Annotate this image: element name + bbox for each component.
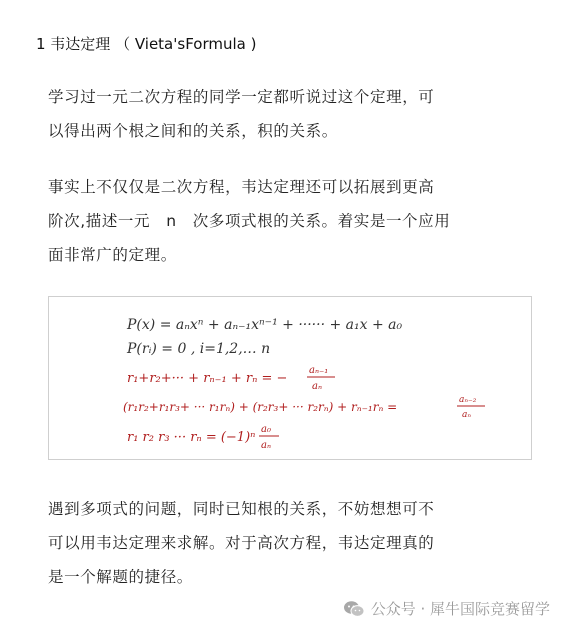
watermark-text: 公众号 · 犀牛国际竞赛留学 — [370, 600, 550, 618]
formula-line-4: (r₁r₂+r₁r₃+ ··· r₁rₙ) + (r₂r₃+ ··· r₂rₙ) + rₙ₋₁rₙ = — [123, 400, 398, 414]
paragraph-line: 阶次,描述一元 n 次多项式根的关系。着实是一个应用 — [48, 212, 451, 230]
paragraph-line: 学习过一元二次方程的同学一定都听说过这个定理，可 — [48, 88, 435, 106]
paragraph-extension — [48, 170, 518, 272]
formula-line-2: P(rᵢ) = 0 , i=1,2,… n — [127, 341, 271, 357]
paragraph-conclusion — [48, 492, 518, 594]
formula-line-4-denominator: aₙ — [462, 410, 472, 420]
handwritten-formulas — [49, 297, 533, 461]
formula-line-3-denominator: aₙ — [312, 381, 323, 392]
formula-line-5-denominator: aₙ — [261, 440, 272, 451]
formula-line-3-numerator: aₙ₋₁ — [309, 365, 329, 376]
formula-line-1: P(x) = aₙxⁿ + aₙ₋₁xⁿ⁻¹ + ······ + a₁x + a₀ — [127, 317, 403, 333]
section-heading: 1 韦达定理 （ Vieta'sFormula ) — [36, 35, 257, 53]
paragraph-line: 是一个解题的捷径。 — [48, 568, 193, 586]
paragraph-line: 可以用韦达定理来求解。对于高次方程，韦达定理真的 — [48, 534, 435, 552]
formula-image — [48, 296, 532, 460]
paragraph-intro — [48, 80, 518, 148]
wechat-icon — [343, 600, 365, 618]
formula-line-5-numerator: a₀ — [261, 424, 271, 435]
paragraph-line: 面非常广的定理。 — [48, 246, 177, 264]
formula-line-5: r₁ r₂ r₃ ··· rₙ = (−1)ⁿ — [127, 430, 256, 445]
account-watermark — [343, 598, 550, 619]
paragraph-line: 事实上不仅仅是二次方程，韦达定理还可以拓展到更高 — [48, 178, 435, 196]
paragraph-line: 以得出两个根之间和的关系，积的关系。 — [48, 122, 338, 140]
formula-line-4-numerator: aₙ₋₂ — [459, 395, 477, 405]
paragraph-line: 遇到多项式的问题，同时已知根的关系，不妨想想可不 — [48, 500, 435, 518]
formula-line-3: r₁+r₂+··· + rₙ₋₁ + rₙ = − — [127, 371, 288, 386]
